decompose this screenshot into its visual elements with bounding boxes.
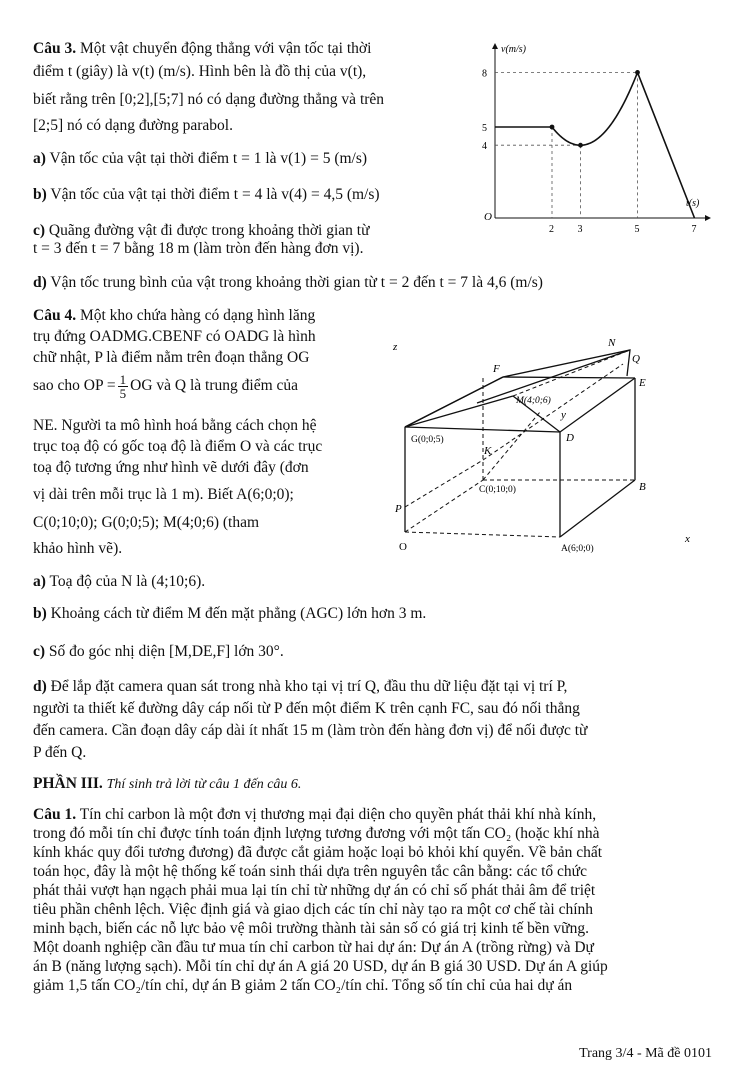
- q4-a-text: Toạ độ của N là (4;10;6).: [49, 573, 206, 590]
- q3-intro-4: [2;5] nó có dạng đường parabol.: [33, 117, 233, 134]
- q4-a-label: a): [33, 573, 46, 590]
- q4-l3: chữ nhật, P là điểm nằm trên đoạn thẳng OG: [33, 349, 310, 366]
- q3-option-b: [33, 184, 380, 205]
- x-axis-label: t(s): [686, 198, 700, 209]
- q4-l7: toạ độ tương ứng như hình vẽ dưới đây (đơn: [33, 459, 309, 476]
- edge-DE: [560, 378, 635, 432]
- x-tick-label: 7: [691, 224, 697, 235]
- q4-l4-post: OG và Q là trung điểm của: [130, 377, 299, 395]
- data-point: [550, 125, 555, 130]
- label-A: A(6;0;0): [561, 544, 594, 554]
- label-x: x: [685, 533, 690, 545]
- edge-MN-top: [477, 350, 630, 403]
- q4-d-label: d): [33, 678, 47, 695]
- q3-option-a: [33, 148, 367, 169]
- q3-intro-2: điểm t (giây) là v(t) (m/s). Hình bên là đồ thị của v(t),: [33, 63, 367, 80]
- edge-PK-dashed: [405, 460, 483, 507]
- q4-b-label: b): [33, 605, 47, 622]
- q3-c-label: c): [33, 222, 46, 239]
- edge-AB: [560, 480, 635, 537]
- y-axis-dashed: [483, 412, 540, 480]
- q4-l6: trục toạ độ có gốc toạ độ là điểm O và các trục: [33, 438, 323, 455]
- q1-line-6: minh bạch, biến các nỗ lực bảo vệ môi trường thành tài sản số có giá trị kinh tế bền vững.: [33, 920, 589, 937]
- q3-d-text: Vận tốc trung bình của vật trong khoảng thời gian từ t = 2 đến t = 7 là 4,6 (m/s): [50, 274, 543, 291]
- data-points: [550, 70, 640, 148]
- q4-c-text: Số đo góc nhị diện [M,DE,F] lớn 30°.: [48, 643, 284, 660]
- data-point: [635, 70, 640, 75]
- q1-line-4: phát thải vượt hạn ngạch phải mua lại tín chỉ từ những dự án có chỉ số phát thải âm để triệt: [33, 882, 596, 899]
- part3-heading: [33, 773, 301, 795]
- q3-d-label: d): [33, 274, 47, 291]
- q1-line-3: toán học, đây là một hệ thống kế toán sinh thái dựa trên nguyên tắc cân bằng: các tổ chức: [33, 863, 587, 880]
- q4-c-label: c): [33, 643, 46, 660]
- q1-line-8: án B (năng lượng sạch). Mỗi tín chỉ dự án A giá 20 USD, dự án B giá 30 USD. Dự án A giúp: [33, 958, 608, 975]
- origin-label: O: [484, 211, 492, 223]
- q4-option-b: [33, 603, 426, 624]
- q4-l4-pre: sao cho OP =: [33, 377, 116, 395]
- frac-num: 1: [119, 372, 127, 387]
- q4-d-text-4: P đến Q.: [33, 744, 87, 761]
- q1-line-2: kính khác quy đổi tương đương) đã được cắt giảm hoặc loại bỏ khỏi khí quyển. Về bản chất: [33, 844, 603, 861]
- label-N: N: [608, 337, 616, 349]
- q4-l4: [33, 373, 298, 400]
- q1-line-0-text: Tín chỉ carbon là một đơn vị thương mại đại diện cho quyền phát thải khí nhà kính,: [79, 806, 597, 823]
- velocity-chart: [478, 38, 718, 238]
- y-tick-label: 4: [482, 141, 487, 153]
- label-G: G(0;0;5): [411, 435, 444, 445]
- q1-line-0: [33, 805, 713, 824]
- part3-title: PHẦN III.: [33, 775, 103, 792]
- label-y: y: [561, 409, 566, 421]
- q1-line-5: tiêu phần chênh lệch. Việc định giá và giao dịch các tín chỉ này tạo ra một cơ chế tài chính: [33, 901, 594, 918]
- q1-paragraph: [33, 805, 713, 995]
- q3-intro-1: [33, 38, 371, 59]
- label-D: D: [566, 432, 574, 444]
- q4-l10: khảo hình vẽ).: [33, 540, 123, 557]
- q1-line-9: giảm 1,5 tấn CO₂/tín chỉ, dự án B giảm 2 tấn CO₂/tín chỉ. Tổng số tín chỉ của hai dự án: [33, 977, 573, 994]
- prism-figure: [385, 332, 705, 562]
- q3-a-label: a): [33, 150, 46, 167]
- edge-OC-dashed: [405, 480, 483, 532]
- label-z: z: [393, 341, 398, 353]
- part3-subtitle: Thí sinh trả lời từ câu 1 đến câu 6.: [106, 777, 302, 792]
- q4-l9: C(0;10;0); G(0;0;5); M(4;0;6) (tham: [33, 514, 260, 531]
- q3-b-label: b): [33, 186, 47, 203]
- q4-l1-text: Một kho chứa hàng có dạng hình lăng: [79, 307, 316, 324]
- q3-c-text-1: Quãng đường vật đi được trong khoảng thời gian từ: [48, 222, 370, 239]
- x-tick-label: 5: [634, 224, 640, 235]
- q4-option-c: [33, 641, 284, 662]
- label-Q: Q: [632, 353, 640, 365]
- q4-l5: NE. Người ta mô hình hoá bằng cách chọn hệ: [33, 417, 317, 434]
- q3-a-text: Vận tốc của vật tại thời điểm t = 1 là v(1) = 5 (m/s): [49, 150, 368, 167]
- q4-title: Câu 4.: [33, 307, 77, 324]
- velocity-curve: [495, 72, 695, 218]
- label-P: P: [395, 503, 402, 515]
- fraction-one-fifth: [118, 373, 129, 400]
- q4-d-text-3: đến camera. Cần đoạn dây cáp dài ít nhất 15 m (làm tròn đến hàng đơn vị) để nối được từ: [33, 722, 588, 739]
- q3-option-d: [33, 272, 543, 293]
- edge-FE: [503, 377, 635, 378]
- q4-b-text: Khoảng cách từ điểm M đến mặt phẳng (AGC) lớn hơn 3 m.: [50, 605, 427, 622]
- q4-d-text-1: Để lắp đặt camera quan sát trong nhà kho tại vị trí Q, đầu thu dữ liệu đặt tại vị trí P,: [50, 678, 568, 695]
- data-point: [578, 143, 583, 148]
- page-footer: Trang 3/4 - Mã đề 0101: [579, 1046, 712, 1061]
- q4-option-d: [33, 676, 713, 764]
- label-O: O: [399, 541, 407, 553]
- q4-d-text-2: người ta thiết kế đường dây cáp nối từ P đến một điểm K trên cạnh FC, sau đó nối thẳng: [33, 700, 580, 717]
- label-C: C(0;10;0): [479, 485, 516, 495]
- label-F: F: [493, 363, 500, 375]
- edge-MN-dashed: [513, 350, 630, 396]
- y-tick-label: 5: [482, 123, 487, 134]
- y-axis-label: v(m/s): [501, 44, 526, 55]
- q3-intro-1-text: Một vật chuyển động thẳng với vận tốc tại thời: [79, 40, 372, 57]
- q4-l2: trụ đứng OADMG.CBENF có OADG là hình: [33, 328, 316, 345]
- q1-line-7: Một doanh nghiệp cần đầu tư mua tín chỉ carbon từ hai dự án: Dự án A (trồng rừng) và Dự: [33, 939, 594, 956]
- q1-line-1: trong đó mỗi tín chỉ được tính toán định lượng tương đương với một tấn CO₂ (hoặc khí nhà: [33, 825, 600, 842]
- x-tick-label: 3: [577, 224, 583, 235]
- edge-OA-dashed: [405, 532, 560, 537]
- guide-lines: [495, 72, 638, 218]
- y-tick-label: 8: [482, 68, 487, 80]
- edge-GF-2: [405, 377, 503, 427]
- q4-option-a: [33, 571, 205, 592]
- q3-intro-3: biết rằng trên [0;2],[5;7] nó có dạng đường thẳng và trên: [33, 91, 385, 108]
- label-B: B: [639, 481, 646, 493]
- edge-F-N-E-top: [503, 350, 630, 377]
- q3-option-c-2: t = 3 đến t = 7 bằng 18 m (làm tròn đến hàng đơn vị).: [33, 240, 364, 257]
- label-K: K: [484, 445, 492, 457]
- q3-b-text: Vận tốc của vật tại thời điểm t = 4 là v(4) = 4,5 (m/s): [50, 186, 380, 203]
- q1-title: Câu 1.: [33, 806, 77, 823]
- x-tick-label: 2: [549, 224, 554, 235]
- tick-labels: [482, 68, 697, 235]
- label-M: M(4;0;6): [516, 396, 551, 406]
- q3-title: Câu 3.: [33, 40, 77, 57]
- frac-den: 5: [119, 386, 127, 401]
- q4-l8: vị dài trên mỗi trục là 1 m). Biết A(6;0;0);: [33, 486, 294, 503]
- edge-GM: [405, 396, 513, 427]
- q4-l1: [33, 305, 315, 326]
- label-E: E: [639, 377, 646, 389]
